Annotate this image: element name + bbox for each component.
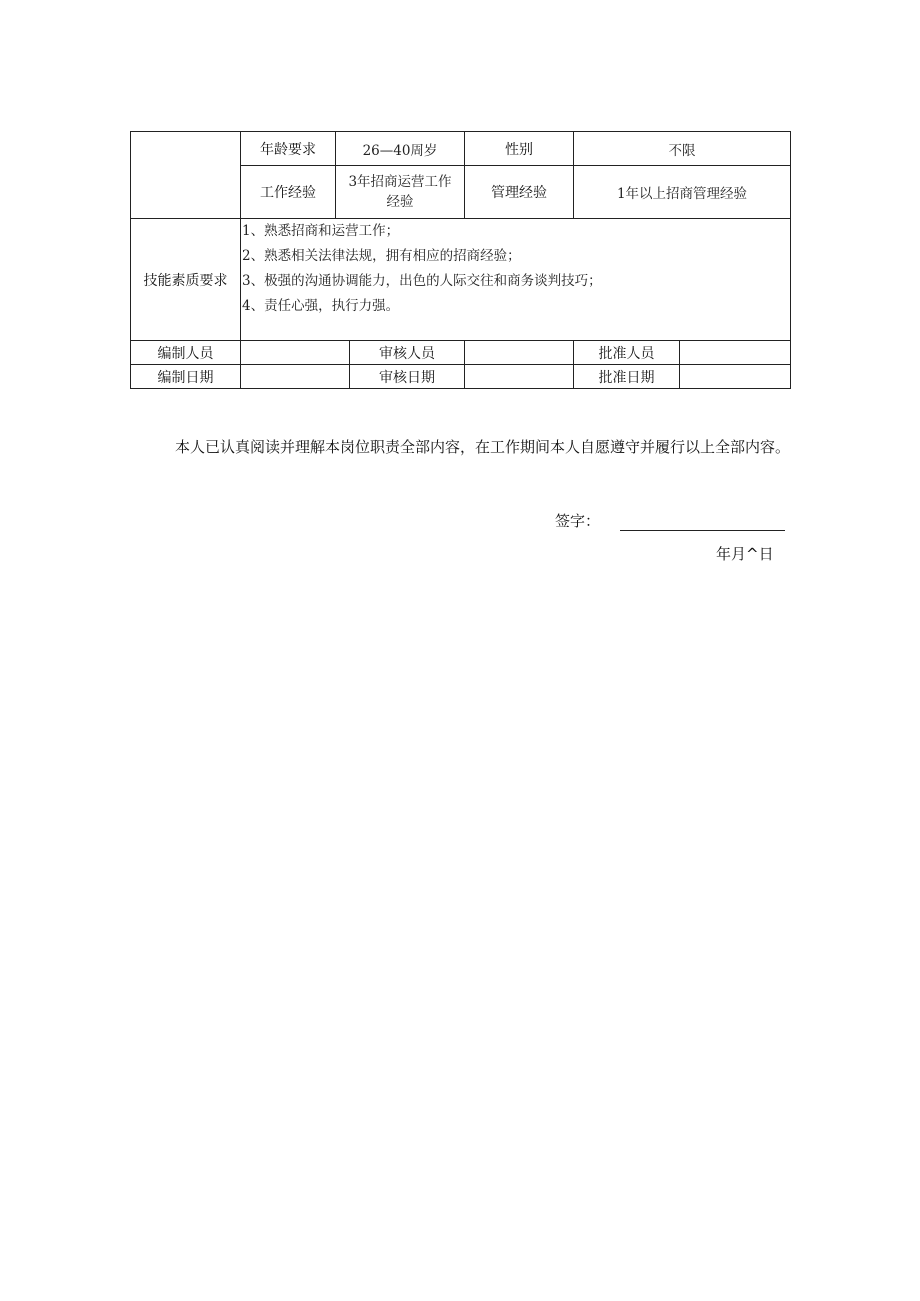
- table-row: [131, 219, 791, 341]
- mgmt-exp-value: 1年以上招商管理经验: [574, 166, 791, 219]
- compile-date-label: 编制日期: [131, 365, 241, 389]
- mgmt-exp-label: 管理经验: [465, 166, 574, 219]
- compiler-label: 编制人员: [131, 341, 241, 365]
- list-item: 3、极强的沟通协调能力，出色的人际交往和商务谈判技巧；: [242, 273, 602, 289]
- job-requirements-table: [130, 131, 791, 389]
- approver-value: [680, 341, 791, 365]
- reviewer-label: 审核人员: [350, 341, 465, 365]
- gender-label: 性别: [465, 132, 574, 166]
- approve-date-label: 批准日期: [574, 365, 680, 389]
- signature-row: [555, 510, 785, 531]
- table-row: [131, 341, 791, 365]
- reviewer-value: [465, 341, 574, 365]
- approver-label: 批准人员: [574, 341, 680, 365]
- empty-cell: [131, 132, 241, 219]
- list-item: 2、熟悉相关法律法规，拥有相应的招商经验；: [242, 248, 521, 264]
- acknowledgement-statement: 本人已认真阅读并理解本岗位职责全部内容，在工作期间本人自愿遵守并履行以上全部内容。: [175, 438, 791, 456]
- age-value: 26—40周岁: [336, 132, 465, 166]
- work-exp-label: 工作经验: [241, 166, 336, 219]
- work-exp-value: 3年招商运营工作经验: [336, 166, 465, 219]
- list-item: 1、熟悉招商和运营工作；: [242, 223, 400, 239]
- date-label: 年月^日: [716, 545, 774, 563]
- review-date-label: 审核日期: [350, 365, 465, 389]
- table-row: [131, 365, 791, 389]
- age-label: 年龄要求: [241, 132, 336, 166]
- gender-value: 不限: [574, 132, 791, 166]
- approve-date-value: [680, 365, 791, 389]
- list-item: 4、责任心强，执行力强。: [242, 298, 400, 314]
- signature-label: 签字：: [555, 512, 601, 530]
- table-row: [131, 132, 791, 166]
- skills-list: [241, 219, 791, 341]
- compiler-value: [241, 341, 350, 365]
- skills-label: 技能素质要求: [131, 219, 241, 341]
- review-date-value: [465, 365, 574, 389]
- compile-date-value: [241, 365, 350, 389]
- signature-line[interactable]: [620, 512, 785, 531]
